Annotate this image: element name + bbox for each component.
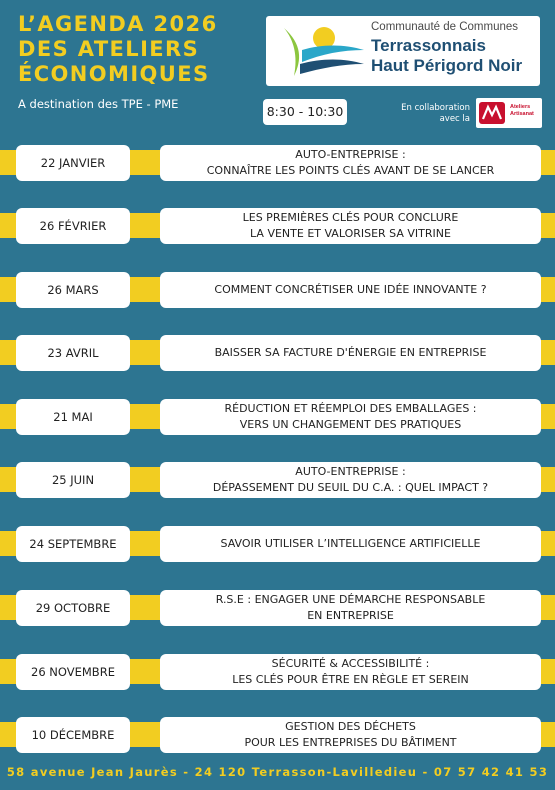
topic-box — [160, 654, 541, 690]
date-label: 26 MARS — [16, 272, 130, 308]
sun-swoosh-icon — [272, 20, 367, 82]
title-line: L’AGENDA 2026 — [18, 12, 218, 36]
cma-line-1: Ateliers — [510, 104, 531, 110]
date-label: 22 JANVIER — [16, 145, 130, 181]
date-label: 24 SEPTEMBRE — [16, 526, 130, 562]
topic-box — [160, 526, 541, 562]
topic-line: LES CLÉS POUR ÊTRE EN RÈGLE ET SEREIN — [232, 673, 469, 686]
topic-line: LA VENTE ET VALORISER SA VITRINE — [250, 227, 451, 240]
cma-logo-text — [510, 104, 534, 117]
topic-box — [160, 335, 541, 371]
topic-line: DÉPASSEMENT DU SEUIL DU C.A. : QUEL IMPACT ? — [212, 481, 489, 494]
community-logo — [266, 16, 540, 86]
date-label: 29 OCTOBRE — [16, 590, 130, 626]
topic-line: AUTO-ENTREPRISE : — [295, 465, 406, 478]
topic-box — [160, 462, 541, 498]
address-footer: 58 avenue Jean Jaurès - 24 120 Terrasson-Lavilledieu - 07 57 42 41 53 — [6, 765, 549, 779]
logo-line-3: Haut Périgord Noir — [371, 56, 523, 75]
audience-subtitle: A destination des TPE - PME — [18, 97, 179, 111]
date-label: 23 AVRIL — [16, 335, 130, 371]
date-label: 25 JUIN — [16, 462, 130, 498]
collab-line-1: En collaboration — [401, 103, 470, 113]
topic-line: EN ENTREPRISE — [307, 609, 394, 622]
logo-line-2: Terrassonnais — [371, 36, 486, 55]
topic-line: CONNAÎTRE LES POINTS CLÉS AVANT DE SE LANCER — [206, 164, 495, 177]
topic-line: LES PREMIÈRES CLÉS POUR CONCLURE — [242, 211, 459, 224]
date-label: 21 MAI — [16, 399, 130, 435]
cma-emblem-icon — [476, 98, 510, 128]
topic-box — [160, 272, 541, 308]
logo-line-1: Communauté de Communes — [371, 21, 519, 33]
topic-box — [160, 717, 541, 753]
topic-line: SAVOIR UTILISER L’INTELLIGENCE ARTIFICIELLE — [220, 537, 481, 550]
time-badge: 8:30 - 10:30 — [263, 99, 347, 125]
collab-line-2: avec la — [439, 114, 470, 124]
collaboration-label — [380, 103, 470, 125]
date-label: 26 NOVEMBRE — [16, 654, 130, 690]
cma-logo — [476, 98, 542, 128]
topic-box — [160, 399, 541, 435]
topic-line: RÉDUCTION ET RÉEMPLOI DES EMBALLAGES : — [224, 402, 477, 415]
date-label: 26 FÉVRIER — [16, 208, 130, 244]
topic-line: POUR LES ENTREPRISES DU BÂTIMENT — [244, 736, 457, 749]
topic-line: BAISSER SA FACTURE D'ÉNERGIE EN ENTREPRISE — [214, 346, 487, 359]
date-label: 10 DÉCEMBRE — [16, 717, 130, 753]
topic-line: AUTO-ENTREPRISE : — [295, 148, 406, 161]
topic-box — [160, 590, 541, 626]
cma-line-2: Artisanat — [510, 110, 534, 117]
topic-line: GESTION DES DÉCHETS — [285, 720, 416, 733]
topic-line: R.S.E : ENGAGER UNE DÉMARCHE RESPONSABLE — [215, 593, 486, 606]
topic-box — [160, 208, 541, 244]
page-title — [18, 12, 218, 87]
title-line: ÉCONOMIQUES — [18, 62, 210, 86]
topic-line: SÉCURITÉ & ACCESSIBILITÉ : — [271, 657, 430, 670]
topic-box — [160, 145, 541, 181]
topic-line: COMMENT CONCRÉTISER UNE IDÉE INNOVANTE ? — [214, 283, 487, 296]
topic-line: VERS UN CHANGEMENT DES PRATIQUES — [239, 418, 462, 431]
title-line: DES ATELIERS — [18, 37, 200, 61]
